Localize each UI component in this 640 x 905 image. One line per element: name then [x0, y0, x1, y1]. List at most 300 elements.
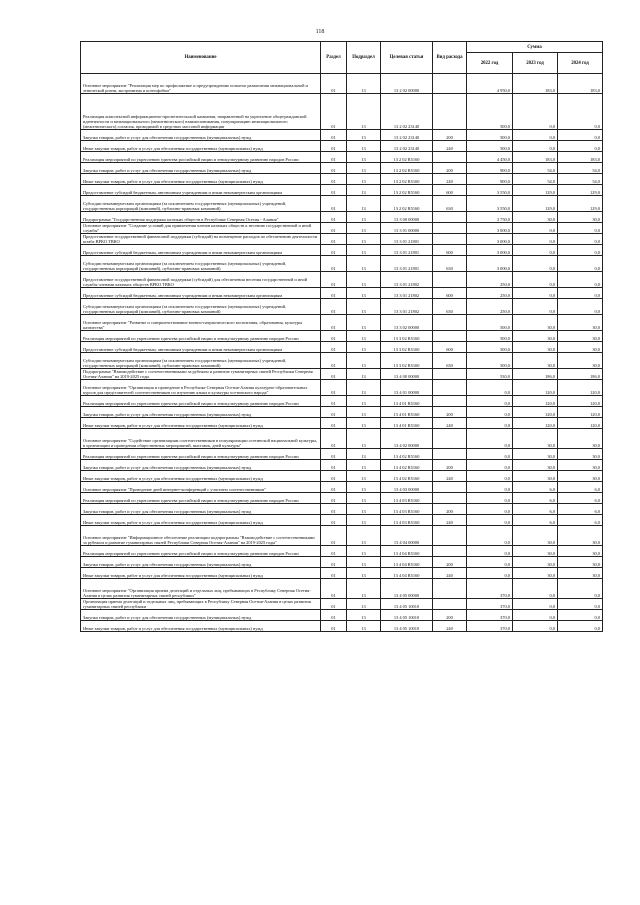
cell-2022: 900,0	[467, 174, 513, 185]
cell-section: 01	[321, 369, 347, 380]
cell-2022: 530,0	[467, 369, 513, 380]
cell-name: Субсидии некоммерческим организациям (за исключением государственных (муниципальных) учреждений, государственных корпораций (компаний), публично-правовых компаний)	[81, 196, 321, 212]
cell-2022: 3 750,0	[467, 212, 513, 223]
page-number: 118	[315, 29, 325, 35]
table-row	[81, 418, 603, 429]
cell-2022: 250,0	[467, 288, 513, 299]
cell-expense	[433, 74, 467, 94]
cell-section: 01	[321, 610, 347, 621]
cell-name: Иные закупки товаров, работ и услуг для обеспечения государственных (муниципальных) нужд	[81, 141, 321, 152]
cell-2024: 0,0	[558, 256, 603, 272]
table-row	[81, 152, 603, 163]
cell-expense	[433, 396, 467, 407]
cell-name: Иные закупки товаров, работ и услуг для обеспечения государственных (муниципальных) нужд	[81, 471, 321, 482]
cell-section: 01	[321, 245, 347, 256]
cell-name: Закупка товаров, работ и услуг для обеспечения государственных (муниципальных) нужд	[81, 163, 321, 174]
cell-2024: 0,0	[558, 272, 603, 288]
header-name: Наименование	[81, 42, 321, 74]
cell-target: 13 4 05 10010	[381, 599, 433, 610]
cell-expense: 630	[433, 353, 467, 369]
cell-name: Предоставление субсидий бюджетным, автономным учреждениям и иным некоммерческим организациям	[81, 342, 321, 353]
cell-2024: 0,0	[558, 130, 603, 141]
cell-2024: 183,0	[558, 74, 603, 94]
cell-name: Закупка товаров, работ и услуг для обеспечения государственных (муниципальных) нужд	[81, 504, 321, 515]
cell-expense: 600	[433, 245, 467, 256]
cell-section: 01	[321, 449, 347, 460]
cell-2023: 30,0	[513, 449, 558, 460]
cell-2022: 370,0	[467, 621, 513, 632]
cell-section: 01	[321, 579, 347, 599]
cell-2024: 6,0	[558, 515, 603, 526]
cell-name: Реализация мероприятий по укреплению единства российской нации и этнокультурному развитию народов России	[81, 396, 321, 407]
cell-subsection: 13	[347, 526, 381, 546]
cell-2024: 30,0	[558, 568, 603, 579]
cell-expense	[433, 234, 467, 245]
table-row	[81, 185, 603, 196]
cell-2024: 120,0	[558, 380, 603, 396]
cell-name: Подпрограмма "Взаимодействие с соотечественниками за рубежом и развитие гуманитарных связей Республики Северная Осетия-Алания" на 2019-2025 годы	[81, 369, 321, 380]
cell-2022: 0,0	[467, 504, 513, 515]
table-row	[81, 526, 603, 546]
cell-2024: 30,0	[558, 212, 603, 223]
header-expense: Вид расхода	[433, 42, 467, 74]
cell-2022: 0,0	[467, 429, 513, 449]
cell-2022: 900,0	[467, 163, 513, 174]
table-row	[81, 482, 603, 493]
cell-section: 01	[321, 396, 347, 407]
cell-2022: 0,0	[467, 546, 513, 557]
cell-subsection: 13	[347, 493, 381, 504]
cell-2024: 129,0	[558, 185, 603, 196]
cell-2022: 500,0	[467, 342, 513, 353]
cell-expense: 240	[433, 418, 467, 429]
cell-name: Основное мероприятие "Создание условий для привлечения членов казачьих обществ к несению государственной и иной службы"	[81, 223, 321, 234]
cell-2023: 0,0	[513, 234, 558, 245]
cell-2022: 0,0	[467, 407, 513, 418]
table-row	[81, 331, 603, 342]
cell-2022: 3 000,0	[467, 234, 513, 245]
cell-subsection: 13	[347, 380, 381, 396]
cell-expense: 240	[433, 515, 467, 526]
cell-section: 01	[321, 174, 347, 185]
cell-name: Иные закупки товаров, работ и услуг для обеспечения государственных (муниципальных) нужд	[81, 174, 321, 185]
cell-section: 01	[321, 212, 347, 223]
cell-expense: 200	[433, 557, 467, 568]
cell-section: 01	[321, 272, 347, 288]
cell-subsection: 13	[347, 460, 381, 471]
table-row	[81, 579, 603, 599]
cell-target: 13 4 02 R5160	[381, 460, 433, 471]
cell-section: 01	[321, 315, 347, 331]
cell-section: 01	[321, 380, 347, 396]
cell-subsection: 13	[347, 288, 381, 299]
cell-section: 01	[321, 223, 347, 234]
cell-target: 13 4 03 R5160	[381, 504, 433, 515]
cell-subsection: 13	[347, 245, 381, 256]
cell-section: 01	[321, 482, 347, 493]
cell-subsection: 13	[347, 579, 381, 599]
cell-target: 13 4 01 R5160	[381, 418, 433, 429]
cell-2022: 500,0	[467, 331, 513, 342]
table-row	[81, 369, 603, 380]
cell-subsection: 13	[347, 152, 381, 163]
cell-2022: 370,0	[467, 610, 513, 621]
cell-section: 01	[321, 234, 347, 245]
cell-subsection: 13	[347, 353, 381, 369]
cell-section: 01	[321, 493, 347, 504]
header-section: Раздел	[321, 42, 347, 74]
cell-expense	[433, 212, 467, 223]
cell-2023: 6,0	[513, 515, 558, 526]
cell-subsection: 13	[347, 621, 381, 632]
cell-target: 13 2 02 R5160	[381, 152, 433, 163]
cell-subsection: 13	[347, 141, 381, 152]
cell-2023: 183,0	[513, 74, 558, 94]
cell-expense: 630	[433, 256, 467, 272]
cell-2023: 0,0	[513, 94, 558, 130]
cell-target: 13 2 02 R5160	[381, 174, 433, 185]
cell-name: Закупка товаров, работ и услуг для обеспечения государственных (муниципальных) нужд	[81, 407, 321, 418]
cell-subsection: 13	[347, 610, 381, 621]
table-row	[81, 449, 603, 460]
cell-target: 13 4 03 R5160	[381, 515, 433, 526]
cell-2023: 30,0	[513, 315, 558, 331]
cell-2024: 0,0	[558, 245, 603, 256]
cell-2023: 186,0	[513, 369, 558, 380]
cell-target: 13 4 01 R5160	[381, 396, 433, 407]
cell-section: 01	[321, 185, 347, 196]
cell-2024: 30,0	[558, 353, 603, 369]
cell-section: 01	[321, 460, 347, 471]
cell-2023: 30,0	[513, 546, 558, 557]
cell-2022: 500,0	[467, 315, 513, 331]
cell-subsection: 13	[347, 407, 381, 418]
cell-2023: 0,0	[513, 141, 558, 152]
cell-2022: 500,0	[467, 141, 513, 152]
cell-2023: 54,0	[513, 163, 558, 174]
cell-subsection: 13	[347, 223, 381, 234]
cell-target: 13 4 00 00000	[381, 369, 433, 380]
cell-section: 01	[321, 256, 347, 272]
cell-target: 13 4 04 00000	[381, 526, 433, 546]
cell-name: Субсидии некоммерческим организациям (за исключением государственных (муниципальных) учреждений, государственных корпораций (компаний), публично-правовых компаний)	[81, 353, 321, 369]
cell-name: Предоставление государственной финансовой поддержки (субсидий) на возмещение расходов по обеспечению деятельности штаба ВРКО ТВКО	[81, 234, 321, 245]
cell-name: Подпрограмма "Государственная поддержка казачьих обществ в Республике Северная Осетия - Алания"	[81, 212, 321, 223]
cell-2023: 30,0	[513, 568, 558, 579]
cell-2022: 370,0	[467, 579, 513, 599]
cell-section: 01	[321, 515, 347, 526]
cell-2023: 30,0	[513, 353, 558, 369]
cell-target: 13 4 05 10010	[381, 621, 433, 632]
cell-2024: 30,0	[558, 449, 603, 460]
table-row	[81, 380, 603, 396]
header-year-2022: 2022 год	[467, 53, 513, 74]
cell-2022: 500,0	[467, 130, 513, 141]
cell-name: Закупка товаров, работ и услуг для обеспечения государственных (муниципальных) нужд	[81, 460, 321, 471]
cell-2024: 120,0	[558, 407, 603, 418]
cell-name: Предоставление субсидий бюджетным, автономным учреждениям и иным некоммерческим организациям	[81, 245, 321, 256]
cell-2022: 0,0	[467, 493, 513, 504]
cell-target: 13 3 01 21801	[381, 245, 433, 256]
cell-subsection: 13	[347, 568, 381, 579]
cell-2023: 30,0	[513, 331, 558, 342]
table-row	[81, 493, 603, 504]
cell-expense	[433, 223, 467, 234]
cell-2023: 0,0	[513, 599, 558, 610]
table-row	[81, 245, 603, 256]
cell-target: 13 4 05 10010	[381, 610, 433, 621]
cell-name: Основное мероприятие "Развитие и совершенствование военно-патриотического воспитания, образования, культуры казачества"	[81, 315, 321, 331]
cell-2022: 3 000,0	[467, 245, 513, 256]
cell-2024: 0,0	[558, 223, 603, 234]
cell-target: 13 3 01 21801	[381, 234, 433, 245]
cell-section: 01	[321, 196, 347, 212]
cell-subsection: 13	[347, 504, 381, 515]
table-row	[81, 429, 603, 449]
cell-expense: 240	[433, 471, 467, 482]
cell-name: Реализация мероприятий по укреплению единства российской нации и этнокультурному развитию народов России	[81, 546, 321, 557]
cell-2024: 30,0	[558, 429, 603, 449]
cell-name: Реализация мероприятий по укреплению единства российской нации и этнокультурному развитию народов России	[81, 331, 321, 342]
cell-name: Основное мероприятие "Реализация мер по профилактике и предупреждению попыток разжигания межнациональной и этнической розни, экстремизма и ксенофобии"	[81, 74, 321, 94]
table-row	[81, 315, 603, 331]
cell-expense: 630	[433, 299, 467, 315]
cell-expense	[433, 94, 467, 130]
cell-section: 01	[321, 599, 347, 610]
cell-name: Основное мероприятие "Организация приема делегаций и отдельных лиц, пребывающих в Республику Северная Осетия-Алания в целях развития гуманитарных связей республики"	[81, 579, 321, 599]
cell-expense	[433, 369, 467, 380]
cell-expense	[433, 380, 467, 396]
cell-target: 13 2 02 23140	[381, 94, 433, 130]
cell-subsection: 13	[347, 315, 381, 331]
cell-section: 01	[321, 429, 347, 449]
cell-2022: 250,0	[467, 299, 513, 315]
cell-name: Основное мероприятие "Организация и проведение в Республике Северная Осетия-Алания культурно-образовательных курсов для представителей соотечественников по изучению языка и культуры осетинского народа"	[81, 380, 321, 396]
cell-section: 01	[321, 353, 347, 369]
table-row	[81, 546, 603, 557]
cell-2024: 30,0	[558, 546, 603, 557]
cell-subsection: 13	[347, 74, 381, 94]
cell-expense: 600	[433, 185, 467, 196]
cell-subsection: 13	[347, 272, 381, 288]
cell-target: 13 2 02 R5160	[381, 196, 433, 212]
cell-target: 13 4 02 R5160	[381, 471, 433, 482]
cell-2023: 0,0	[513, 245, 558, 256]
cell-name: Иные закупки товаров, работ и услуг для обеспечения государственных (муниципальных) нужд	[81, 621, 321, 632]
cell-name: Предоставление государственной финансовой поддержки (субсидий) для обеспечения несения государственной и иной службы членами казачьих обществ ВРКО ТВКО	[81, 272, 321, 288]
cell-subsection: 13	[347, 331, 381, 342]
cell-2024: 30,0	[558, 342, 603, 353]
cell-2022: 3 000,0	[467, 223, 513, 234]
cell-2023: 120,0	[513, 396, 558, 407]
cell-name: Закупка товаров, работ и услуг для обеспечения государственных (муниципальных) нужд	[81, 130, 321, 141]
cell-2022: 0,0	[467, 482, 513, 493]
cell-section: 01	[321, 557, 347, 568]
cell-2024: 0,0	[558, 288, 603, 299]
cell-2024: 6,0	[558, 493, 603, 504]
cell-2022: 370,0	[467, 599, 513, 610]
cell-2023: 120,0	[513, 418, 558, 429]
table-row	[81, 223, 603, 234]
cell-expense	[433, 546, 467, 557]
cell-2023: 183,0	[513, 152, 558, 163]
cell-section: 01	[321, 418, 347, 429]
cell-2023: 6,0	[513, 482, 558, 493]
cell-target: 13 2 02 23140	[381, 141, 433, 152]
cell-2022: 0,0	[467, 460, 513, 471]
cell-2022: 3 550,0	[467, 185, 513, 196]
cell-subsection: 13	[347, 557, 381, 568]
cell-name: Основное мероприятие "Проведение дней интернет-конференций с участием соотечественников"	[81, 482, 321, 493]
cell-2024: 0,0	[558, 579, 603, 599]
cell-2022: 0,0	[467, 557, 513, 568]
cell-2023: 6,0	[513, 504, 558, 515]
cell-subsection: 13	[347, 130, 381, 141]
table-row	[81, 599, 603, 610]
cell-target: 13 4 03 00000	[381, 482, 433, 493]
cell-expense	[433, 482, 467, 493]
cell-2024: 0,0	[558, 599, 603, 610]
cell-section: 01	[321, 526, 347, 546]
cell-2024: 30,0	[558, 331, 603, 342]
cell-2022: 500,0	[467, 353, 513, 369]
cell-target: 13 2 02 R5160	[381, 185, 433, 196]
cell-subsection: 13	[347, 234, 381, 245]
cell-expense	[433, 331, 467, 342]
cell-expense	[433, 152, 467, 163]
cell-name: Субсидии некоммерческим организациям (за исключением государственных (муниципальных) учреждений, государственных корпораций (компаний), публично-правовых компаний)	[81, 256, 321, 272]
cell-2022: 3 000,0	[467, 256, 513, 272]
cell-2023: 129,0	[513, 196, 558, 212]
cell-subsection: 13	[347, 449, 381, 460]
cell-name: Закупка товаров, работ и услуг для обеспечения государственных (муниципальных) нужд	[81, 557, 321, 568]
cell-expense: 600	[433, 342, 467, 353]
table-row	[81, 568, 603, 579]
cell-expense: 200	[433, 407, 467, 418]
cell-expense	[433, 526, 467, 546]
cell-target: 13 4 05 00000	[381, 579, 433, 599]
cell-2022: 0,0	[467, 418, 513, 429]
cell-2024: 54,0	[558, 163, 603, 174]
cell-expense	[433, 599, 467, 610]
cell-section: 01	[321, 621, 347, 632]
cell-subsection: 13	[347, 429, 381, 449]
table-row	[81, 460, 603, 471]
cell-2022: 4 450,0	[467, 152, 513, 163]
header-subsection: Подраздел	[347, 42, 381, 74]
cell-2023: 0,0	[513, 610, 558, 621]
cell-name: Реализация мероприятий по укреплению единства российской нации и этнокультурному развитию народов России	[81, 152, 321, 163]
cell-2023: 30,0	[513, 342, 558, 353]
cell-2023: 0,0	[513, 130, 558, 141]
cell-target: 13 3 02 R5160	[381, 331, 433, 342]
cell-target: 13 4 03 R5160	[381, 493, 433, 504]
cell-expense: 200	[433, 460, 467, 471]
cell-subsection: 13	[347, 174, 381, 185]
cell-name: Основное мероприятие "Содействие организациям соотечественников в популяризации осетинской национальной культуры, в организации и проведении общественных мероприятий, выставок, дней культуры"	[81, 429, 321, 449]
cell-section: 01	[321, 568, 347, 579]
cell-2023: 0,0	[513, 299, 558, 315]
cell-expense: 200	[433, 610, 467, 621]
cell-target: 13 2 02 00000	[381, 74, 433, 94]
cell-name: Реализация мероприятий по укреплению единства российской нации и этнокультурному развитию народов России	[81, 449, 321, 460]
cell-name: Субсидии некоммерческим организациям (за исключением государственных (муниципальных) учреждений, государственных корпораций (компаний), публично-правовых компаний)	[81, 299, 321, 315]
cell-2022: 250,0	[467, 272, 513, 288]
table-row	[81, 288, 603, 299]
cell-name: Предоставление субсидий бюджетным, автономным учреждениям и иным некоммерческим организациям	[81, 185, 321, 196]
cell-name: Основное мероприятие "Информационное обеспечение реализации подпрограммы "Взаимодействие с соотечественниками за рубежом и развитие гуманитарных связей Республики Северная Осетия-Алания" на 2019-2025 годы"	[81, 526, 321, 546]
cell-2023: 30,0	[513, 526, 558, 546]
cell-2024: 186,0	[558, 369, 603, 380]
table-row	[81, 130, 603, 141]
cell-section: 01	[321, 546, 347, 557]
table-row	[81, 504, 603, 515]
cell-name: Организация приема делегаций и отдельных лиц, пребывающих в Республику Северная Осетия-Алания в целях развития гуманитарных связей республики	[81, 599, 321, 610]
table-row	[81, 94, 603, 130]
cell-2024: 30,0	[558, 526, 603, 546]
cell-2023: 30,0	[513, 212, 558, 223]
cell-2024: 129,0	[558, 196, 603, 212]
cell-2023: 0,0	[513, 621, 558, 632]
cell-expense	[433, 579, 467, 599]
cell-subsection: 13	[347, 212, 381, 223]
cell-2024: 0,0	[558, 141, 603, 152]
cell-target: 13 4 02 R5160	[381, 449, 433, 460]
cell-subsection: 13	[347, 94, 381, 130]
cell-section: 01	[321, 152, 347, 163]
cell-name: Предоставление субсидий бюджетным, автономным учреждениям и иным некоммерческим организациям	[81, 288, 321, 299]
cell-subsection: 13	[347, 515, 381, 526]
cell-name: Иные закупки товаров, работ и услуг для обеспечения государственных (муниципальных) нужд	[81, 418, 321, 429]
cell-target: 13 4 04 R5160	[381, 568, 433, 579]
cell-section: 01	[321, 130, 347, 141]
cell-name: Иные закупки товаров, работ и услуг для обеспечения государственных (муниципальных) нужд	[81, 515, 321, 526]
cell-2024: 30,0	[558, 471, 603, 482]
table-body	[81, 74, 603, 632]
table-row	[81, 515, 603, 526]
table-row	[81, 163, 603, 174]
header-target: Целевая статья	[381, 42, 433, 74]
cell-2023: 0,0	[513, 288, 558, 299]
cell-target: 13 4 02 00000	[381, 429, 433, 449]
table-row	[81, 353, 603, 369]
cell-expense	[433, 493, 467, 504]
cell-2024: 0,0	[558, 621, 603, 632]
cell-section: 01	[321, 342, 347, 353]
cell-subsection: 13	[347, 471, 381, 482]
cell-2024: 0,0	[558, 610, 603, 621]
table-row	[81, 299, 603, 315]
cell-2022: 4 950,0	[467, 74, 513, 94]
cell-2022: 0,0	[467, 471, 513, 482]
cell-2023: 120,0	[513, 380, 558, 396]
cell-subsection: 13	[347, 342, 381, 353]
cell-2023: 30,0	[513, 460, 558, 471]
cell-target: 13 3 01 00000	[381, 223, 433, 234]
cell-expense: 240	[433, 141, 467, 152]
cell-2022: 0,0	[467, 568, 513, 579]
header-sum: Сумма	[467, 42, 603, 53]
cell-target: 13 3 01 21802	[381, 272, 433, 288]
cell-subsection: 13	[347, 482, 381, 493]
table-row	[81, 272, 603, 288]
cell-section: 01	[321, 331, 347, 342]
cell-2024: 120,0	[558, 418, 603, 429]
table-row	[81, 212, 603, 223]
cell-2024: 6,0	[558, 504, 603, 515]
header-year-2024: 2024 год	[558, 53, 603, 74]
cell-2023: 129,0	[513, 185, 558, 196]
